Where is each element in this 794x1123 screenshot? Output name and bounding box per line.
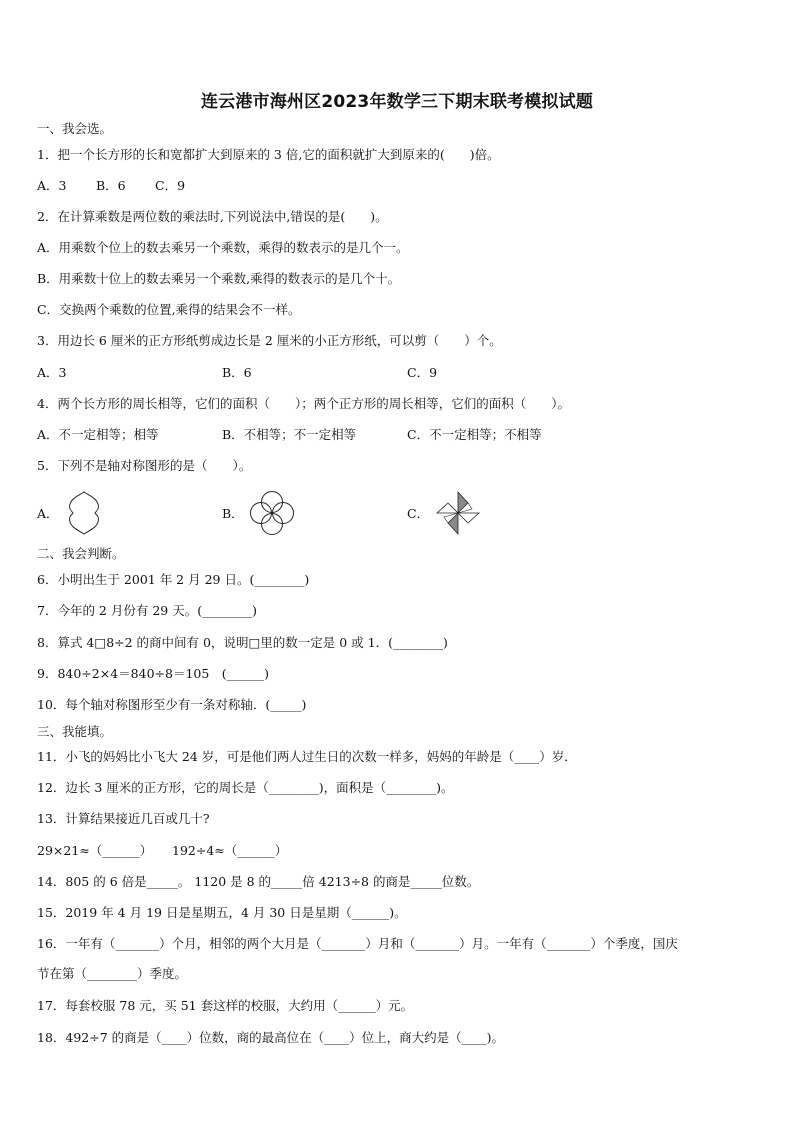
question-3: 3．用边长 6 厘米的正方形纸剪成边长是 2 厘米的小正方形纸，可以剪（ ）个。 (37, 333, 502, 348)
q13-sub-1: 29×21≈（______） (37, 843, 153, 858)
question-5: 5．下列不是轴对称图形的是（ ）。 (37, 458, 252, 473)
q5-option-b[interactable]: B． (222, 506, 244, 521)
q1-option-a[interactable]: A．3 (37, 178, 67, 193)
question-18: 18．492÷7 的商是（____）位数，商的最高位在（____）位上，商大约是（____)。 (37, 1030, 505, 1045)
q2-option-c[interactable]: C．交换两个乘数的位置,乘得的结果会不一样。 (37, 302, 301, 317)
q5-option-c[interactable]: C． (407, 506, 430, 521)
q4-option-c[interactable]: C．不一定相等；不相等 (407, 427, 542, 442)
section-heading-choose: 一、我会选。 (37, 121, 113, 136)
question-2: 2．在计算乘数是两位数的乘法时,下列说法中,错误的是( )。 (37, 209, 388, 224)
question-7: 7．今年的 2 月份有 29 天。(________) (37, 603, 257, 618)
question-6: 6．小明出生于 2001 年 2 月 29 日。(________) (37, 572, 310, 587)
q4-option-b[interactable]: B．不相等；不一定相等 (222, 427, 357, 442)
q3-option-b[interactable]: B．6 (222, 365, 252, 380)
question-4: 4．两个长方形的周长相等，它们的面积（ ）；两个正方形的周长相等，它们的面积（ ）。 (37, 396, 570, 411)
section-heading-fill: 三、我能填。 (37, 724, 113, 739)
question-11: 11．小飞的妈妈比小飞大 24 岁，可是他们两人过生日的次数一样多，妈妈的年龄是（____）岁． (37, 749, 577, 764)
question-10: 10．每个轴对称图形至少有一条对称轴．(_____) (37, 697, 307, 712)
question-16-line-2: 节在第（________）季度。 (37, 966, 188, 981)
q3-option-a[interactable]: A．3 (37, 365, 67, 380)
q3-option-c[interactable]: C．9 (407, 365, 438, 380)
question-17: 17．每套校服 78 元，买 51 套这样的校服，大约用（______）元。 (37, 998, 414, 1013)
page-title: 连云港市海州区2023年数学三下期末联考模拟试题 (200, 92, 594, 112)
question-8: 8．算式 4□8÷2 的商中间有 0，说明□里的数一定是 0 或 1．(________) (37, 635, 448, 650)
question-14: 14．805 的 6 倍是_____。 1120 是 8 的_____倍 4213÷8 的商是_____位数。 (37, 874, 480, 889)
section-heading-judge: 二、我会判断。 (37, 546, 125, 561)
question-9: 9．840÷2×4＝840÷8＝105 (______) (37, 666, 270, 681)
question-16-line-1: 16．一年有（_______）个月，相邻的两个大月是（_______）月和（_______）月。一年有（_______）个季度，国庆 (37, 936, 678, 951)
q5-option-a[interactable]: A． (37, 506, 59, 521)
question-15: 15．2019 年 4 月 19 日是星期五，4 月 30 日是星期（______)。 (37, 905, 407, 920)
question-13: 13．计算结果接近几百或几十? (37, 811, 210, 826)
question-12: 12．边长 3 厘米的正方形，它的周长是（________)，面积是（________)。 (37, 780, 454, 795)
q13-sub-2: 192÷4≈（______） (172, 843, 288, 858)
q1-option-b[interactable]: B．6 (96, 178, 126, 193)
question-1: 1．把一个长方形的长和宽都扩大到原来的 3 倍,它的面积就扩大到原来的( )倍。 (37, 147, 500, 162)
q2-option-a[interactable]: A．用乘数个位上的数去乘另一个乘数，乘得的数表示的是几个一。 (37, 240, 409, 255)
q1-option-c[interactable]: C．9 (155, 178, 186, 193)
q4-option-a[interactable]: A．不一定相等；相等 (37, 427, 159, 442)
four-circle-flower-icon (249, 490, 295, 536)
pinwheel-icon (434, 489, 482, 537)
symmetric-curved-shape-icon (64, 490, 104, 536)
q2-option-b[interactable]: B．用乘数十位上的数去乘另一个乘数,乘得的数表示的是几个十。 (37, 271, 401, 286)
